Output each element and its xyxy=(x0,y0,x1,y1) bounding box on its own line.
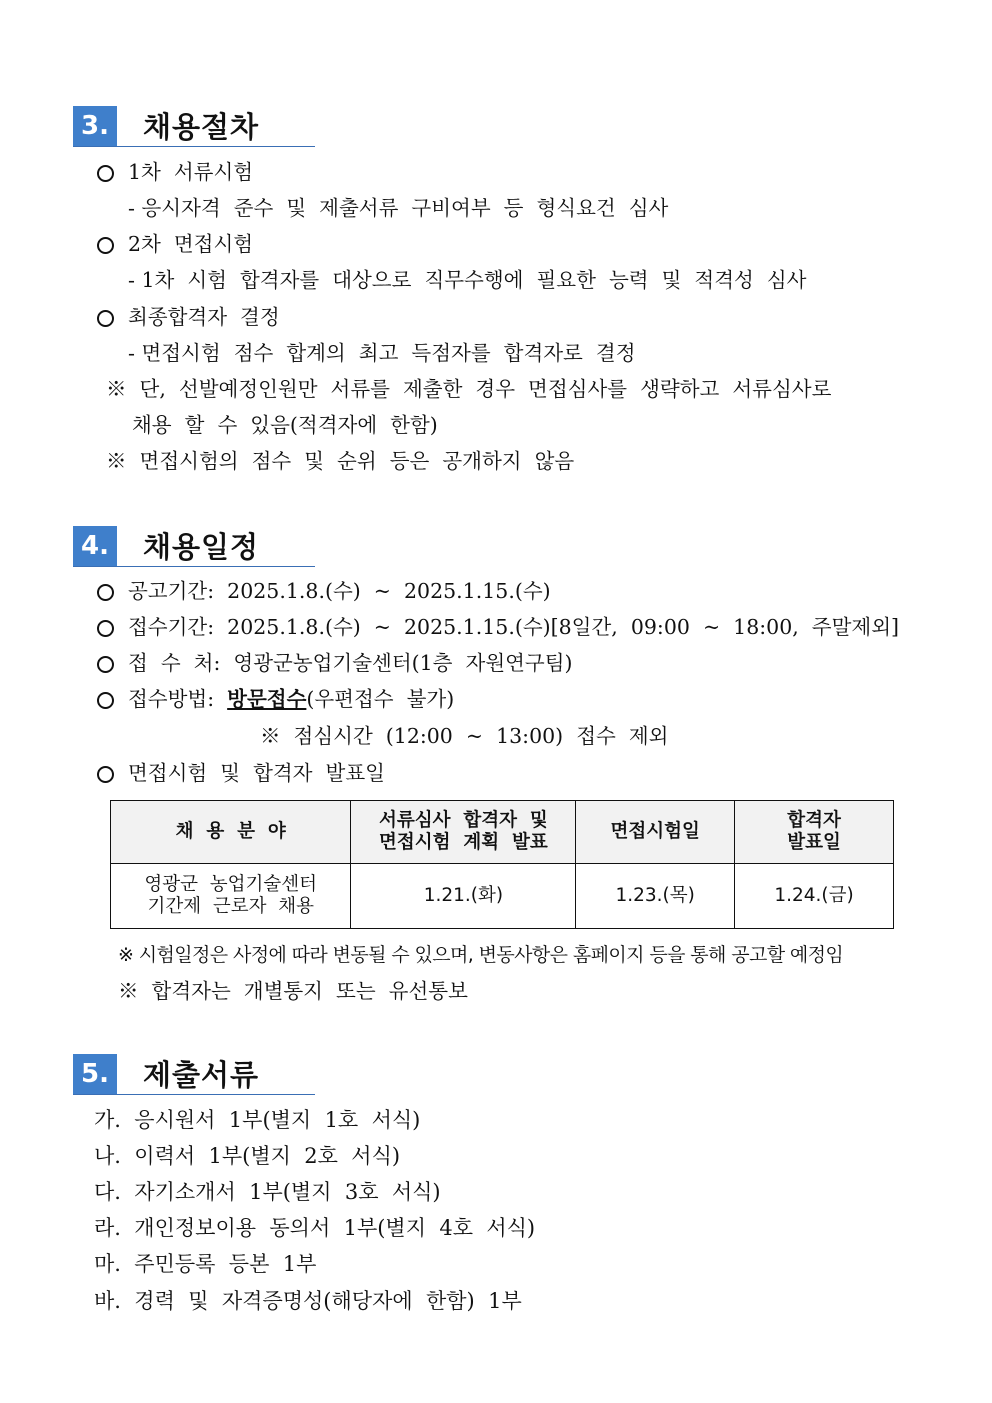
sec3-item-3-detail: - 면접시험 점수 합계의 최고 득점자를 합격자로 결정 xyxy=(128,341,636,365)
section-3-title: 채용절차 xyxy=(143,110,260,144)
bullet-icon xyxy=(96,656,114,674)
sec3-note-1: ※ 단, 선발예정인원만 서류를 제출한 경우 면접심사를 생략하고 서류심사로 xyxy=(106,377,832,401)
sec4-result-note: ※ 합격자는 개별통지 또는 유선통보 xyxy=(118,979,468,1003)
method-emphasis: 방문접수 xyxy=(227,687,307,711)
sec4-schedule-note: ※ 시험일정은 사정에 따라 변동될 수 있으며, 변동사항은 홈페이지 등을 통해 공고할 예정임 xyxy=(118,944,844,966)
cell-field: 영광군 농업기술센터 기간제 근로자 채용 xyxy=(111,864,351,929)
sec3-item-1: 1차 서류시험 xyxy=(128,160,254,184)
schedule-table xyxy=(110,800,894,929)
doc-item: 다. 자기소개서 1부(별지 3호 서식) xyxy=(94,1180,441,1204)
table-header-row xyxy=(111,801,894,864)
header-interview-date: 면접시험일 xyxy=(576,801,735,864)
sec4-application-place: 접 수 처: 영광군농업기술센터(1층 자원연구팀) xyxy=(128,651,573,675)
doc-item: 가. 응시원서 1부(별지 1호 서식) xyxy=(94,1108,421,1132)
doc-item: 마. 주민등록 등본 1부 xyxy=(94,1252,317,1276)
sec4-lunch-note: ※ 점심시간 (12:00 ~ 13:00) 접수 제외 xyxy=(260,724,669,748)
header-result-date: 합격자 발표일 xyxy=(735,801,894,864)
sec4-application-method xyxy=(128,685,454,713)
cell-interview-date: 1.23.(목) xyxy=(576,864,735,929)
cell-doc-result: 1.21.(화) xyxy=(351,864,576,929)
section-4-number: 4. xyxy=(73,526,117,566)
bullet-icon xyxy=(96,584,114,602)
doc-item: 라. 개인정보이용 동의서 1부(별지 4호 서식) xyxy=(94,1216,536,1240)
bullet-icon xyxy=(96,692,114,710)
doc-item: 바. 경력 및 자격증명성(해당자에 한함) 1부 xyxy=(94,1289,522,1313)
bullet-icon xyxy=(96,620,114,638)
method-label: 접수방법: xyxy=(128,687,228,711)
sec3-item-1-detail: - 응시자격 준수 및 제출서류 구비여부 등 형식요건 심사 xyxy=(128,196,669,220)
section-3-number: 3. xyxy=(73,106,117,146)
sec3-item-3: 최종합격자 결정 xyxy=(128,305,280,329)
bullet-icon xyxy=(96,237,114,255)
header-field: 채 용 분 야 xyxy=(111,801,351,864)
bullet-icon xyxy=(96,165,114,183)
sec3-item-2: 2차 면접시험 xyxy=(128,232,254,256)
table-row xyxy=(111,864,894,929)
sec4-application-period: 접수기간: 2025.1.8.(수) ~ 2025.1.15.(수)[8일간, 09:00 ~ 18:00, 주말제외] xyxy=(128,615,899,639)
sec3-note-2: ※ 면접시험의 점수 및 순위 등은 공개하지 않음 xyxy=(106,449,575,473)
sec3-item-2-detail: - 1차 시험 합격자를 대상으로 직무수행에 필요한 능력 및 적격성 심사 xyxy=(128,268,807,292)
section-4-title: 채용일정 xyxy=(143,530,260,564)
sec3-note-1-cont: 채용 할 수 있음(적격자에 한함) xyxy=(132,413,438,437)
section-3-heading xyxy=(73,106,315,147)
header-doc-result: 서류심사 합격자 및 면접시험 계획 발표 xyxy=(351,801,576,864)
cell-result-date: 1.24.(금) xyxy=(735,864,894,929)
bullet-icon xyxy=(96,310,114,328)
section-4-heading xyxy=(73,526,315,567)
method-suffix: (우편접수 불가) xyxy=(306,687,455,711)
section-5-title: 제출서류 xyxy=(143,1058,260,1092)
sec4-announcement: 면접시험 및 합격자 발표일 xyxy=(128,761,385,785)
sec4-notice-period: 공고기간: 2025.1.8.(수) ~ 2025.1.15.(수) xyxy=(128,579,551,603)
bullet-icon xyxy=(96,766,114,784)
section-5-number: 5. xyxy=(73,1054,117,1094)
doc-item: 나. 이력서 1부(별지 2호 서식) xyxy=(94,1144,401,1168)
section-5-heading xyxy=(73,1054,315,1095)
